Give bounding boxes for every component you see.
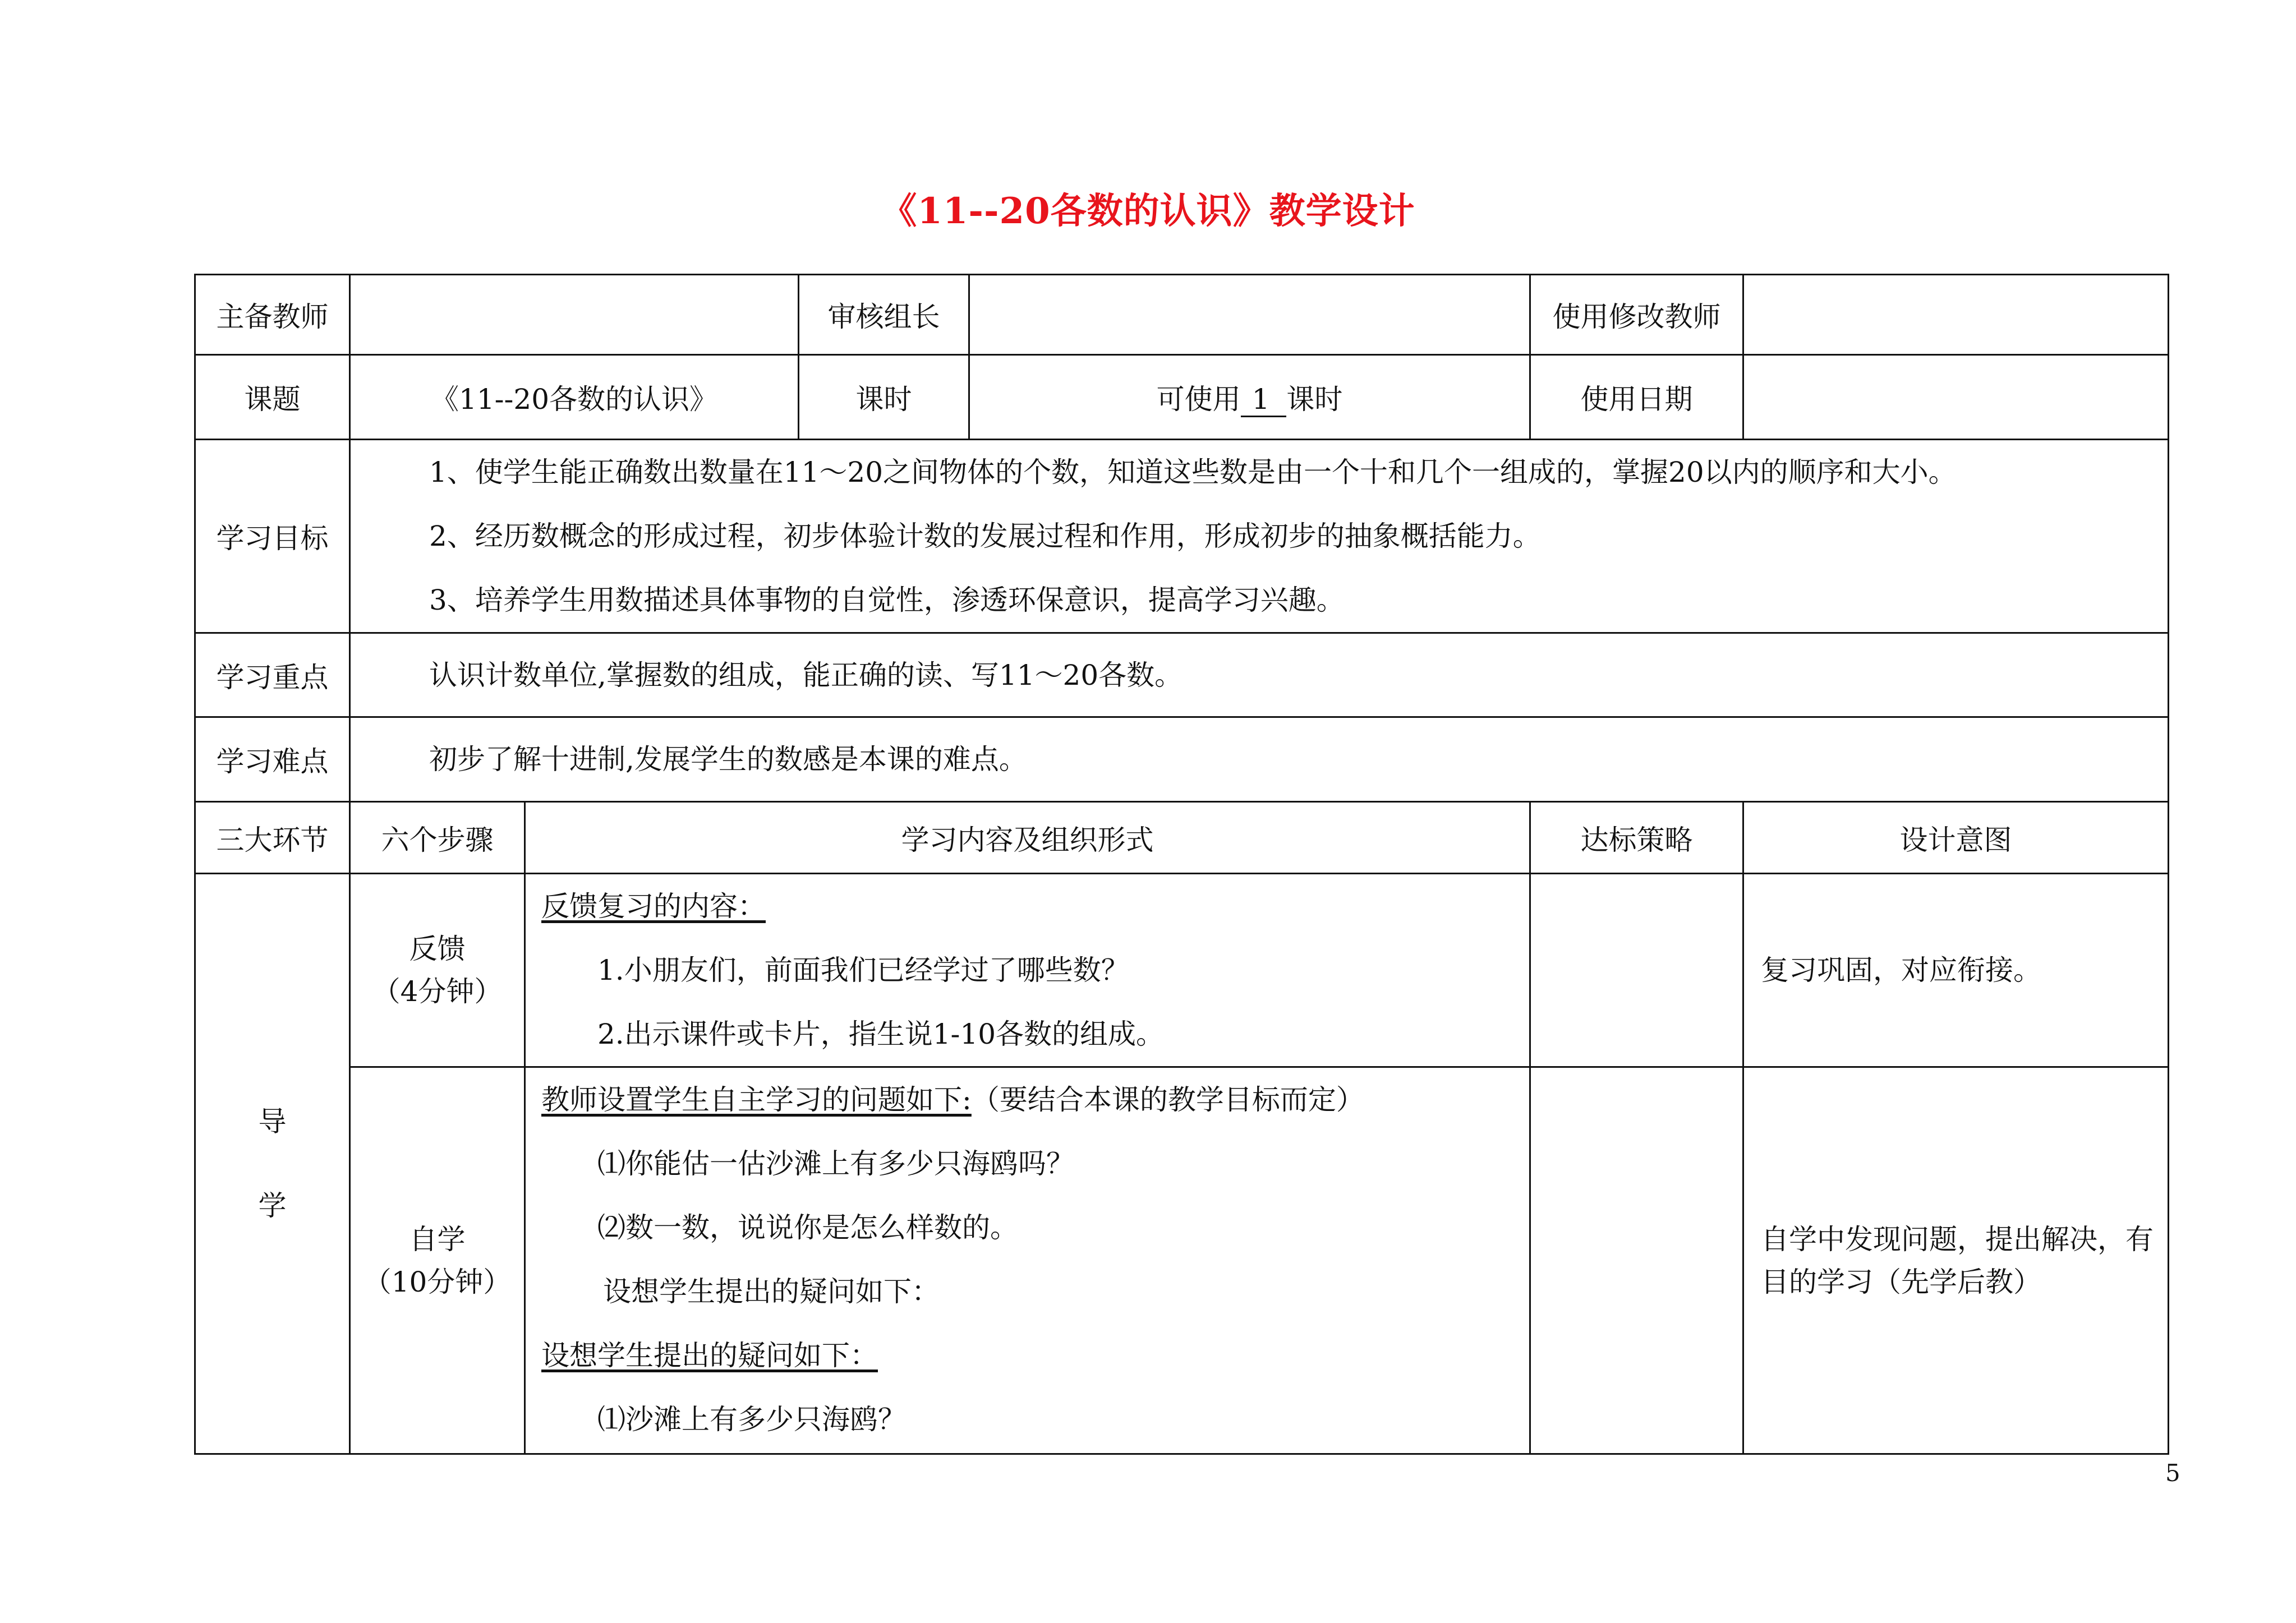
objectives-label: 学习目标 [195,440,350,633]
modifying-teacher-label: 使用修改教师 [1530,275,1743,355]
step-feedback [350,874,525,1067]
feedback-heading: 反馈复习的内容： [541,890,766,923]
page-number: 5 [2165,1459,2180,1487]
document-title: 《11--20各数的认识》教学设计 [881,190,1415,232]
col-content-header: 学习内容及组织形式 [525,802,1530,874]
selfstudy-subheading: 设想学生提出的疑问如下： [541,1339,878,1372]
period-label: 课时 [799,355,969,440]
step-time: （4分钟） [372,975,503,1008]
lesson-plan-table [194,274,2169,1455]
objective-item: 3、培养学生用数描述具体事物的自觉性，渗透环保意识，提高学习兴趣。 [429,584,1345,616]
difficulty-label: 学习难点 [195,717,350,802]
period-value [969,355,1530,440]
col-strategy-header: 达标策略 [1530,802,1743,874]
feedback-strategy [1530,874,1743,1067]
stage-char: 学 [258,1189,287,1222]
selfstudy-intent: 自学中发现问题，提出解决，有目的学习（先学后教） [1743,1067,2169,1454]
objectives-list [350,440,2169,633]
feedback-intent: 复习巩固，对应衔接。 [1743,874,2169,1067]
header-row [195,275,2169,355]
step-selfstudy [350,1067,525,1454]
topic-label: 课题 [195,355,350,440]
period-count: 1 [1241,383,1287,417]
stage-guide-study [195,874,350,1454]
period-suffix: 课时 [1286,383,1343,416]
objectives-row [195,440,2169,633]
feedback-line: 1.小朋友们，前面我们已经学过了哪些数？ [597,954,1129,986]
objective-item: 1、使学生能正确数出数量在11～20之间物体的个数，知道这些数是由一个十和几个一组成的，掌握20以内的顺序和大小。 [429,456,1957,488]
reviewer-label: 审核组长 [799,275,969,355]
feedback-line: 2.出示课件或卡片，指生说1-10各数的组成。 [597,1018,1165,1050]
date-label: 使用日期 [1530,355,1743,440]
lead-teacher-label: 主备教师 [195,275,350,355]
modifying-teacher-value [1743,275,2169,355]
selfstudy-question: ⑴沙滩上有多少只海鸥？ [597,1403,906,1436]
key-point-label: 学习重点 [195,633,350,717]
selfstudy-heading: 教师设置学生自主学习的问题如下: [541,1083,972,1116]
step-name: 自学 [409,1223,466,1256]
feedback-step-row [195,874,2169,1067]
step-time: （10分钟） [363,1265,512,1298]
selfstudy-strategy [1530,1067,1743,1454]
key-point-row [195,633,2169,717]
period-prefix: 可使用 [1156,383,1241,416]
column-header-row [195,802,2169,874]
key-point-text: 认识计数单位,掌握数的组成，能正确的读、写11～20各数。 [429,658,1183,691]
feedback-content [525,874,1530,1067]
selfstudy-heading-note: （要结合本课的教学目标而定） [971,1083,1364,1116]
lead-teacher-value [350,275,799,355]
selfstudy-question: ⑵数一数，说说你是怎么样数的。 [597,1211,1018,1244]
selfstudy-question: ⑴你能估一估沙滩上有多少只海鸥吗？ [597,1147,1074,1180]
selfstudy-note: 设想学生提出的疑问如下： [603,1275,940,1308]
selfstudy-content [525,1067,1530,1454]
col-step-header: 六个步骤 [350,802,525,874]
topic-row [195,355,2169,440]
date-value [1743,355,2169,440]
step-name: 反馈 [409,933,466,965]
col-stage-header: 三大环节 [195,802,350,874]
difficulty-text: 初步了解十进制,发展学生的数感是本课的难点。 [429,743,1027,776]
difficulty-row [195,717,2169,802]
topic-value: 《11--20各数的认识》 [350,355,799,440]
reviewer-value [969,275,1530,355]
stage-char: 导 [258,1105,287,1138]
col-intent-header: 设计意图 [1743,802,2169,874]
selfstudy-step-row [195,1067,2169,1454]
objective-item: 2、经历数概念的形成过程，初步体验计数的发展过程和作用，形成初步的抽象概括能力。 [429,520,1541,552]
